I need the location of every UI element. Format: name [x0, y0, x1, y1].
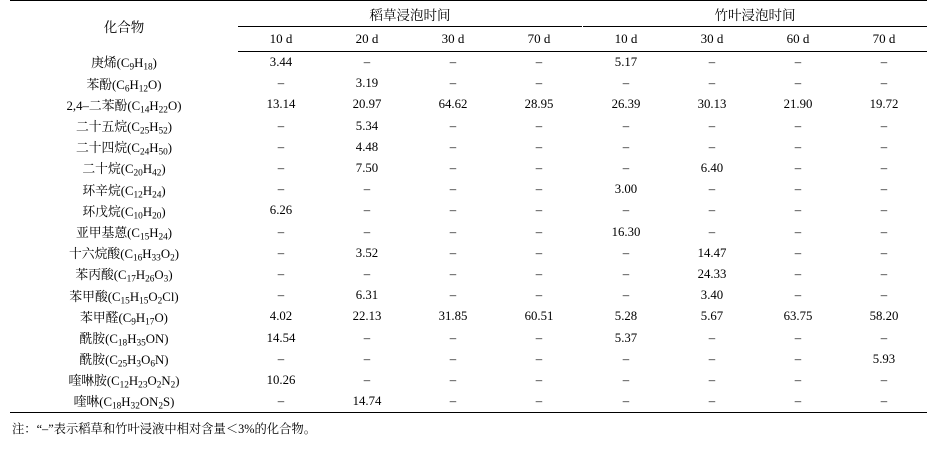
compound-label: 苯甲酸	[69, 289, 108, 304]
compound-formula: $(C_{17}H_{26}O_3)$	[113, 268, 173, 285]
cell-value: –	[449, 372, 457, 387]
compound-formula: $(C_{12}H_{24})$	[120, 183, 166, 200]
cell-value: 6.26	[269, 203, 293, 218]
row-compound-name	[10, 158, 238, 179]
cell-value: –	[449, 266, 457, 281]
cell-value: 22.13	[352, 309, 382, 324]
cell-value: 14.54	[266, 330, 296, 345]
cell-value: –	[410, 391, 496, 413]
header-straw-70d: 70 d	[496, 27, 582, 52]
cell-value: –	[277, 161, 285, 176]
cell-value: –	[794, 245, 802, 260]
cell-value: –	[363, 182, 371, 197]
cell-value: –	[794, 139, 802, 154]
cell-value: –	[622, 76, 630, 91]
cell-value: –	[277, 118, 285, 133]
cell-value: –	[277, 351, 285, 366]
cell-value: –	[449, 288, 457, 303]
cell-value: –	[794, 224, 802, 239]
cell-value: –	[238, 391, 324, 413]
table-row	[10, 94, 927, 115]
header-row-groups	[10, 1, 927, 27]
compound-label: 苯丙酸	[75, 268, 114, 283]
cell-value: –	[841, 391, 927, 413]
table-row	[10, 285, 927, 306]
table-row	[10, 349, 927, 370]
compound-formula: $(C_{15}H_{15}O_2Cl)$	[107, 289, 179, 306]
row-compound-name	[10, 306, 238, 327]
header-straw-10d: 10 d	[238, 27, 324, 52]
table-row	[10, 327, 927, 348]
header-bamboo-10d: 10 d	[583, 27, 669, 52]
compound-label: 二十五烷	[75, 120, 128, 134]
cell-value: –	[880, 372, 888, 387]
cell-value: –	[535, 372, 543, 387]
compound-formula: $(C_{10}H_{20})$	[120, 204, 166, 222]
cell-value: –	[755, 391, 841, 413]
compound-formula: $(C_{14}H_{22}O)$	[127, 98, 182, 116]
table-row	[10, 243, 927, 264]
cell-value: –	[449, 139, 457, 154]
cell-value: –	[449, 203, 457, 218]
cell-value: –	[708, 55, 716, 70]
cell-value: –	[535, 118, 543, 133]
cell-value: –	[880, 76, 888, 91]
cell-value: –	[794, 372, 802, 387]
cell-value: –	[449, 224, 457, 239]
cell-value: –	[535, 330, 543, 345]
cell-value: –	[708, 182, 716, 197]
cell-value: –	[277, 245, 285, 260]
cell-value: –	[708, 372, 716, 387]
cell-value: –	[363, 330, 371, 345]
cell-value: –	[622, 266, 630, 281]
compound-label: 2,4–二苯酚	[66, 98, 128, 113]
compound-label: 苯甲醛	[80, 310, 119, 325]
cell-value: –	[535, 245, 543, 260]
cell-value: –	[535, 288, 543, 303]
compound-formula: $(C_{18}H_{32}ON_2S)$	[99, 395, 175, 412]
compound-formula: $(C_{25}H_3O_6N)$	[105, 353, 169, 370]
cell-value: 13.14	[266, 97, 296, 112]
cell-value: 16.30	[611, 224, 641, 239]
table-row	[10, 137, 927, 158]
row-compound-name	[10, 285, 238, 306]
cell-value: –	[622, 372, 630, 387]
cell-value: 21.90	[783, 97, 813, 112]
row-compound-name	[10, 222, 238, 243]
header-group-bamboo: 竹叶浸泡时间	[583, 1, 927, 27]
table-row	[10, 52, 927, 74]
cell-value: –	[880, 330, 888, 345]
cell-value: 7.50	[355, 161, 379, 176]
header-bamboo-60d: 60 d	[755, 27, 841, 52]
cell-value: –	[496, 391, 582, 413]
cell-value: –	[794, 351, 802, 366]
cell-value: –	[794, 161, 802, 176]
header-compound: 化合物	[10, 1, 238, 52]
cell-value: 26.39	[611, 97, 641, 112]
cell-value: –	[449, 330, 457, 345]
cell-value: 3.44	[269, 55, 293, 70]
cell-value: –	[622, 139, 630, 154]
cell-value: –	[880, 139, 888, 154]
table-note: 注：“–”表示稻草和竹叶浸液中相对含量＜3%的化合物。	[12, 422, 316, 437]
table-row	[10, 370, 927, 391]
row-compound-name	[10, 200, 238, 221]
header-bamboo-70d: 70 d	[841, 27, 927, 52]
compound-label: 苯酚	[86, 77, 113, 92]
cell-value: 19.72	[869, 97, 899, 112]
table-row	[10, 73, 927, 94]
compound-label: 庚烯	[91, 56, 117, 71]
cell-value: –	[708, 118, 716, 133]
header-group-straw: 稻草浸泡时间	[238, 1, 582, 27]
cell-value: –	[277, 224, 285, 239]
compound-formula: $(C_{15}H_{24})$	[127, 225, 173, 243]
compound-label: 亚甲基蒽	[75, 225, 128, 240]
cell-value: –	[708, 351, 716, 366]
compound-label: 酰胺	[79, 353, 106, 368]
row-compound-name	[10, 391, 238, 413]
cell-value: –	[708, 203, 716, 218]
cell-value: –	[449, 351, 457, 366]
cell-value: –	[708, 330, 716, 345]
cell-value: 3.19	[355, 76, 379, 91]
cell-value: 6.31	[355, 288, 379, 303]
cell-value: 5.93	[872, 351, 896, 366]
table-row	[10, 179, 927, 200]
cell-value: –	[622, 203, 630, 218]
cell-value: –	[449, 76, 457, 91]
cell-value: –	[535, 203, 543, 218]
compound-formula: $(C_{24}H_{50})$	[127, 141, 173, 158]
compound-label: 十六烷酸	[69, 247, 121, 262]
header-straw-20d: 20 d	[324, 27, 410, 52]
compound-formula: $(C_{20}H_{42})$	[120, 162, 166, 179]
row-compound-name	[10, 179, 238, 200]
cell-value: –	[363, 372, 371, 387]
cell-value: –	[622, 351, 630, 366]
cell-value: –	[535, 182, 543, 197]
cell-value: –	[622, 118, 630, 133]
cell-value: –	[794, 118, 802, 133]
compound-label: 酰胺	[79, 331, 106, 346]
cell-value: –	[363, 203, 371, 218]
cell-value: –	[449, 182, 457, 197]
cell-value: –	[535, 139, 543, 154]
compound-formula: $(C_{16}H_{33}O_2)$	[120, 247, 179, 264]
cell-value: 14.47	[697, 245, 727, 260]
cell-value: –	[708, 139, 716, 154]
cell-value: 5.34	[355, 118, 379, 133]
cell-value: –	[535, 55, 543, 70]
cell-value: –	[277, 139, 285, 154]
cell-value: –	[794, 266, 802, 281]
header-bamboo-30d: 30 d	[669, 27, 755, 52]
cell-value: –	[363, 55, 371, 70]
cell-value: –	[880, 161, 888, 176]
cell-value: –	[622, 245, 630, 260]
cell-value: –	[622, 161, 630, 176]
cell-value: –	[583, 391, 669, 413]
cell-value: –	[535, 266, 543, 281]
table-row	[10, 306, 927, 327]
row-compound-name	[10, 116, 238, 137]
row-compound-name	[10, 349, 238, 370]
cell-value: 5.28	[614, 309, 638, 324]
cell-value: –	[622, 288, 630, 303]
cell-value: –	[880, 245, 888, 260]
cell-value: –	[535, 351, 543, 366]
cell-value: 10.26	[266, 372, 296, 387]
cell-value: 64.62	[438, 97, 468, 112]
row-compound-name	[10, 94, 238, 115]
row-compound-name	[10, 52, 238, 74]
cell-value: –	[277, 182, 285, 197]
cell-value: –	[277, 76, 285, 91]
compound-label: 喹啉胺	[68, 374, 107, 389]
table-body	[10, 1, 927, 413]
cell-value: –	[794, 76, 802, 91]
compound-formula: $(C_9H_{18})$	[116, 56, 157, 73]
table-row	[10, 264, 927, 285]
compound-formula: $(C_6H_{12}O)$	[112, 77, 162, 94]
cell-value: –	[277, 288, 285, 303]
compound-label: 二十四烷	[75, 141, 128, 156]
cell-value: –	[449, 118, 457, 133]
cell-value: –	[880, 224, 888, 239]
cell-value: –	[535, 76, 543, 91]
cell-value: 30.13	[697, 97, 727, 112]
cell-value: –	[277, 266, 285, 281]
cell-value: 60.51	[524, 309, 554, 324]
cell-value: 6.40	[700, 161, 724, 176]
row-compound-name	[10, 370, 238, 391]
cell-value: –	[880, 118, 888, 133]
cell-value: 63.75	[783, 309, 813, 324]
compound-label: 环辛烷	[82, 183, 121, 198]
cell-value: 14.74	[324, 391, 410, 413]
cell-value: –	[708, 224, 716, 239]
cell-value: –	[880, 55, 888, 70]
cell-value: –	[794, 182, 802, 197]
cell-value: –	[880, 203, 888, 218]
cell-value: 20.97	[352, 97, 382, 112]
cell-value: 3.52	[355, 245, 379, 260]
row-compound-name	[10, 243, 238, 264]
cell-value: –	[708, 76, 716, 91]
cell-value: 5.67	[700, 309, 724, 324]
cell-value: 31.85	[438, 309, 468, 324]
compound-label: 二十烷	[82, 162, 121, 177]
row-compound-name	[10, 73, 238, 94]
header-straw-30d: 30 d	[410, 27, 496, 52]
cell-value: 24.33	[697, 266, 727, 281]
cell-value: –	[535, 161, 543, 176]
cell-value: –	[794, 330, 802, 345]
cell-value: 3.00	[614, 182, 638, 197]
cell-value: –	[449, 245, 457, 260]
cell-value: –	[794, 288, 802, 303]
cell-value: 3.40	[700, 288, 724, 303]
cell-value: –	[880, 288, 888, 303]
cell-value: –	[880, 266, 888, 281]
cell-value: –	[363, 351, 371, 366]
table-row	[10, 391, 927, 413]
cell-value: 4.48	[355, 139, 379, 154]
compound-label: 喹啉	[73, 395, 100, 410]
table-row	[10, 116, 927, 137]
cell-value: 4.02	[269, 309, 293, 324]
cell-value: –	[449, 161, 457, 176]
cell-value: 28.95	[524, 97, 554, 112]
cell-value: 5.17	[614, 55, 638, 70]
table-row	[10, 222, 927, 243]
cell-value: –	[535, 224, 543, 239]
cell-value: –	[363, 224, 371, 239]
compound-formula: $(C_{25}H_{52})$	[127, 120, 173, 137]
compound-formula: $(C_9H_{17}O)$	[118, 310, 168, 327]
row-compound-name	[10, 327, 238, 348]
row-compound-name	[10, 137, 238, 158]
compound-label: 环戊烷	[82, 204, 121, 219]
cell-value: –	[449, 55, 457, 70]
cell-value: –	[794, 55, 802, 70]
cell-value: –	[363, 266, 371, 281]
cell-value: –	[669, 391, 755, 413]
compound-formula: $(C_{18}H_{35}ON)$	[105, 331, 169, 349]
cell-value: –	[794, 203, 802, 218]
compound-concentration-table	[10, 0, 927, 413]
compound-formula: $(C_{12}H_{23}O_2N_2)$	[106, 374, 180, 391]
cell-value: 58.20	[869, 309, 899, 324]
row-compound-name	[10, 264, 238, 285]
table-row	[10, 158, 927, 179]
cell-value: 5.37	[614, 330, 638, 345]
table-row	[10, 200, 927, 221]
cell-value: –	[880, 182, 888, 197]
